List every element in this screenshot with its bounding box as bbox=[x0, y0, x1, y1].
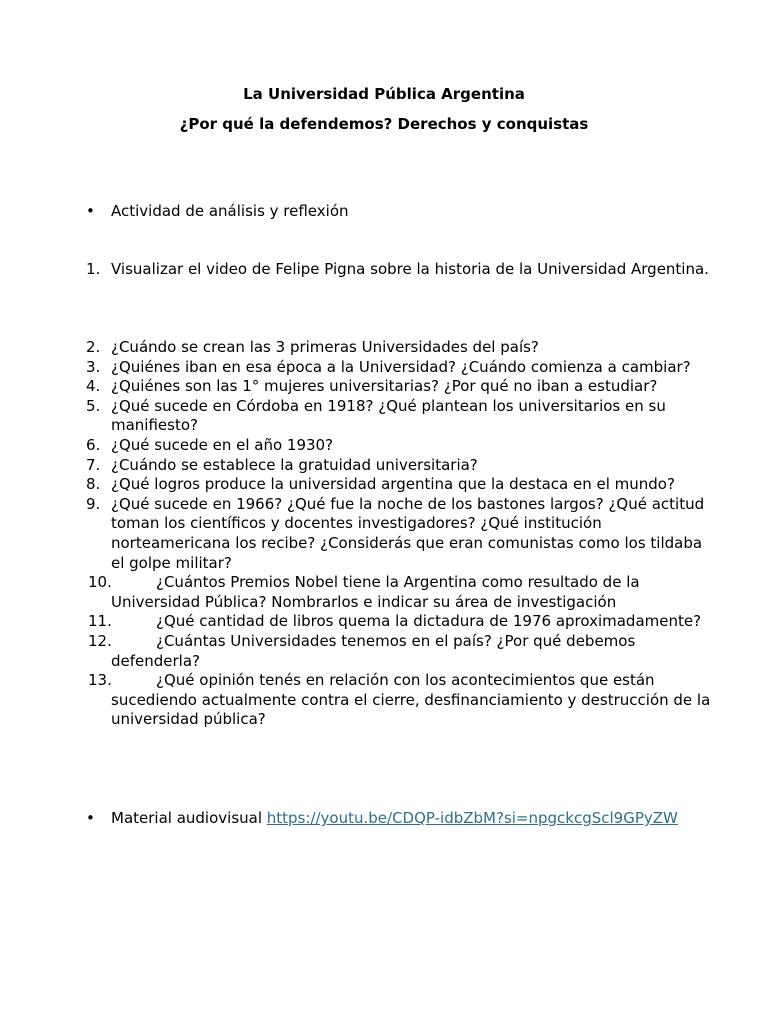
list-item bbox=[0, 358, 768, 378]
item-text-content: ¿Cuántos Premios Nobel tiene la Argentina como resultado de la Universidad Pública? Nombrarlos e indicar su área de investigación bbox=[111, 573, 640, 611]
item-number: 2. bbox=[86, 338, 101, 356]
question-list-part-2 bbox=[0, 338, 768, 730]
item-text-content: ¿Qué opinión tenés en relación con los acontecimientos que están sucediendo actualmente contra el cierre, desfinanciamiento y destrucción de la universidad pública? bbox=[111, 671, 711, 729]
item-text: ¿Qué logros produce la universidad argentina que la destaca en el mundo? bbox=[111, 475, 675, 494]
bullet-icon: • bbox=[86, 809, 95, 827]
list-item bbox=[0, 338, 768, 358]
item-text bbox=[111, 671, 711, 730]
item-number: 10. bbox=[88, 573, 112, 592]
item-text-content: ¿Cuántas Universidades tenemos en el país? ¿Por qué debemos defenderla? bbox=[111, 631, 636, 670]
item-text-content: ¿Qué cantidad de libros quema la dictadura de 1976 aproximadamente? bbox=[156, 612, 702, 631]
item-text: Visualizar el video de Felipe Pigna sobre la historia de la Universidad Argentina. bbox=[111, 260, 709, 278]
list-item bbox=[0, 612, 768, 632]
list-item bbox=[0, 397, 768, 436]
item-text: ¿Qué sucede en 1966? ¿Qué fue la noche de los bastones largos? ¿Qué actitud toman los científicos y docentes investigadores? ¿Qué institución norteamericana los recibe? ¿Considerás que eran comunistas como los tildaba el golpe militar? bbox=[111, 494, 705, 572]
list-item bbox=[0, 260, 768, 280]
document-title: La Universidad Pública Argentina bbox=[243, 85, 525, 103]
item-text: ¿Quiénes son las 1° mujeres universitarias? ¿Por qué no iban a estudiar? bbox=[111, 377, 658, 396]
item-number: 13. bbox=[88, 671, 112, 690]
item-text: ¿Cuándo se crean las 3 primeras Universidades del país? bbox=[111, 338, 539, 356]
item-text: ¿Quiénes iban en esa época a la Universidad? ¿Cuándo comienza a cambiar? bbox=[111, 357, 691, 376]
item-number: 7. bbox=[86, 455, 101, 474]
item-text bbox=[111, 632, 711, 671]
bullet-activity-text: Actividad de análisis y reflexión bbox=[111, 202, 349, 220]
item-text: ¿Qué sucede en el año 1930? bbox=[111, 435, 334, 454]
item-number: 5. bbox=[86, 396, 101, 415]
item-number: 6. bbox=[86, 435, 101, 454]
list-item bbox=[0, 573, 768, 612]
bullet-material-text bbox=[111, 808, 678, 828]
item-number: 4. bbox=[86, 377, 101, 396]
bullet-icon: • bbox=[86, 202, 95, 220]
item-number: 12. bbox=[88, 631, 112, 650]
material-label: Material audiovisual bbox=[111, 809, 262, 827]
list-item bbox=[0, 495, 768, 573]
list-item bbox=[0, 671, 768, 730]
list-item bbox=[0, 377, 768, 397]
list-item bbox=[0, 475, 768, 495]
list-item bbox=[0, 436, 768, 456]
item-number: 1. bbox=[86, 260, 101, 278]
item-number: 11. bbox=[88, 612, 112, 631]
item-text: ¿Qué sucede en Córdoba en 1918? ¿Qué plantean los universitarios en su manifiesto? bbox=[111, 396, 666, 435]
item-number: 3. bbox=[86, 357, 101, 376]
list-item bbox=[0, 456, 768, 476]
item-number: 9. bbox=[86, 494, 101, 513]
item-number: 8. bbox=[86, 475, 101, 494]
item-text: ¿Cuándo se establece la gratuidad universitaria? bbox=[111, 455, 478, 474]
item-text bbox=[111, 612, 711, 632]
material-link[interactable]: https://youtu.be/CDQP-idbZbM?si=npgckcgScl9GPyZW bbox=[266, 809, 678, 827]
document-subtitle: ¿Por qué la defendemos? Derechos y conquistas bbox=[179, 115, 589, 133]
question-list-part-1 bbox=[0, 260, 768, 280]
item-text bbox=[111, 573, 711, 612]
list-item bbox=[0, 632, 768, 671]
